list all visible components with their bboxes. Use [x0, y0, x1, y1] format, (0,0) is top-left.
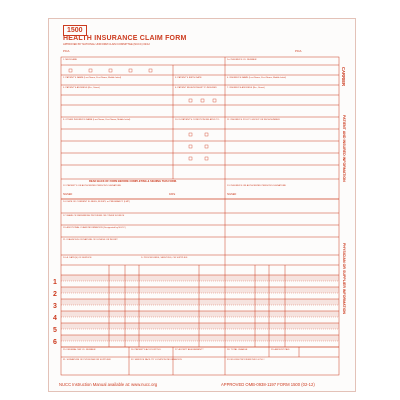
claim-form-sheet — [48, 18, 356, 392]
box-19-label: 19. ADDITIONAL CLAIM INFORMATION (Designated by NUCC) — [63, 227, 126, 229]
form-title: HEALTH INSURANCE CLAIM FORM — [63, 35, 187, 42]
service-line-4: 4 — [53, 315, 57, 322]
box-33-label: 33. BILLING PROVIDER INFO & PH # — [227, 359, 265, 361]
box-26-label: 26. PATIENT'S ACCOUNT NO. — [131, 349, 162, 351]
service-line-6: 6 — [53, 339, 57, 346]
box-1-label: 1. MEDICARE — [63, 59, 77, 61]
approval-note: APPROVED BY NATIONAL UNIFORM CLAIM COMMITTEE (NUCC) 02/12 — [63, 43, 150, 46]
pica-right-label: PICA — [295, 49, 302, 53]
side-label-patient: PATIENT AND INSURED INFORMATION — [342, 115, 346, 182]
footer-omb: APPROVED OMB-0938-1197 FORM 1500 (02-12) — [221, 382, 315, 387]
box-31-label: 31. SIGNATURE OF PHYSICIAN OR SUPPLIER — [63, 359, 111, 361]
service-line-3: 3 — [53, 303, 57, 310]
date-label-1: DATE — [169, 193, 176, 196]
box-9-label: 9. OTHER INSURED'S NAME (Last Name, First Name, Middle Initial) — [63, 119, 131, 121]
box-12-label: 12. PATIENT'S OR AUTHORIZED PERSON'S SIGNATURE — [63, 185, 121, 187]
pica-left-label: PICA — [63, 49, 70, 53]
box-24d-label: D. PROCEDURES, SERVICES, OR SUPPLIES — [141, 257, 188, 259]
side-label-physician: PHYSICIAN OR SUPPLIER INFORMATION — [342, 243, 346, 315]
service-line-1: 1 — [53, 279, 57, 286]
box-7-label: 7. INSURED'S ADDRESS (No., Street) — [227, 87, 265, 89]
box-28-label: 28. TOTAL CHARGE — [227, 349, 248, 351]
box-13-label: 13. INSURED'S OR AUTHORIZED PERSON'S SIGNATURE — [227, 185, 286, 187]
footer-instructions: NUCC Instruction Manual available at: www.nucc.org — [59, 382, 158, 387]
box-4-label: 4. INSURED'S NAME (Last Name, First Name, Middle Initial) — [227, 77, 287, 79]
box-3-label: 3. PATIENT'S BIRTH DATE — [175, 77, 202, 79]
read-back-note: READ BACK OF FORM BEFORE COMPLETING & SIGNING THIS FORM. — [89, 180, 177, 183]
box-32-label: 32. SERVICE FACILITY LOCATION INFORMATION — [131, 359, 182, 361]
box-25-label: 25. FEDERAL TAX I.D. NUMBER — [63, 349, 96, 351]
box-21-label: 21. DIAGNOSIS OR NATURE OF ILLNESS OR INJURY — [63, 239, 118, 241]
box-27-label: 27. ACCEPT ASSIGNMENT? — [175, 349, 204, 351]
form-grid — [49, 19, 357, 393]
box-1a-label: 1a. INSURED'S I.D. NUMBER — [227, 59, 257, 61]
box-5-label: 5. PATIENT'S ADDRESS (No., Street) — [63, 87, 100, 89]
box-10-label: 10. IS PATIENT'S CONDITION RELATED TO: — [175, 119, 220, 121]
service-line-2: 2 — [53, 291, 57, 298]
service-line-5: 5 — [53, 327, 57, 334]
box-11-label: 11. INSURED'S POLICY GROUP OR FECA NUMBER — [227, 119, 280, 121]
side-label-carrier: CARRIER — [341, 67, 346, 87]
signed-label-1: SIGNED — [63, 193, 73, 196]
box-2-label: 2. PATIENT'S NAME (Last Name, First Name, Middle Initial) — [63, 77, 122, 79]
box-17-label: 17. NAME OF REFERRING PROVIDER OR OTHER SOURCE — [63, 215, 125, 217]
form-number-badge: 1500 — [63, 25, 87, 36]
box-14-label: 14. DATE OF CURRENT ILLNESS, INJURY, or PREGNANCY (LMP) — [63, 201, 130, 203]
box-29-label: 29. AMOUNT PAID — [271, 349, 290, 351]
box-24a-label: 24. A. DATE(S) OF SERVICE — [63, 257, 92, 259]
box-6-label: 6. PATIENT RELATIONSHIP TO INSURED — [175, 87, 217, 89]
signed-label-2: SIGNED — [227, 193, 237, 196]
